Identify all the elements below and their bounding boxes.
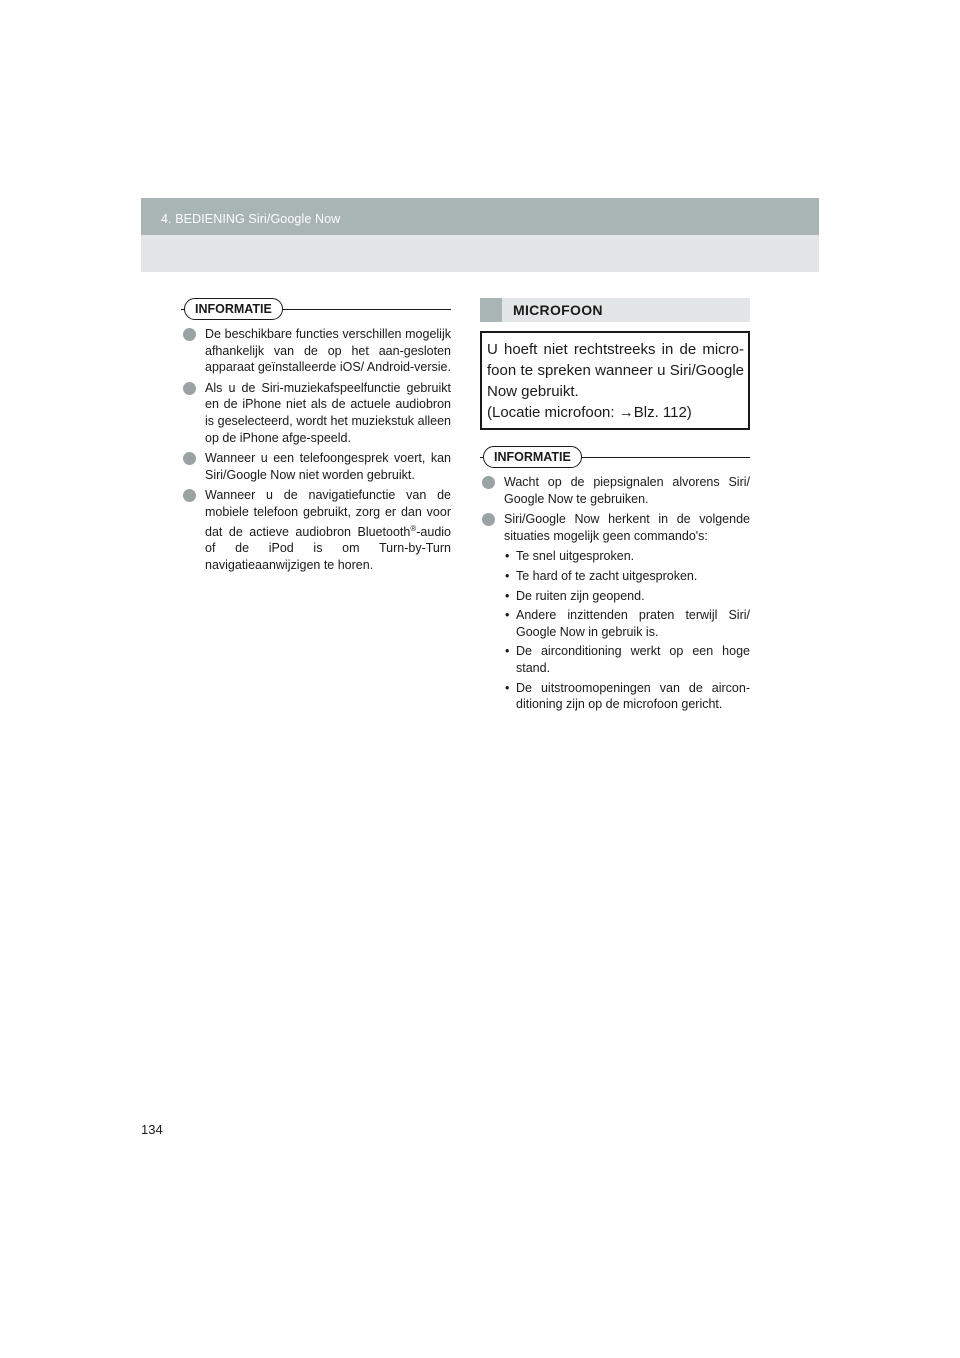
list-item xyxy=(181,450,451,483)
list-item xyxy=(480,474,750,507)
info-list xyxy=(480,474,750,713)
key-text-box xyxy=(480,331,750,430)
list-item xyxy=(181,326,451,376)
bullet-dot-icon xyxy=(183,382,196,395)
bullet-text-pre: Wanneer u de navigatiefunctie van de mobiele telefoon gebruikt, zorg er dan voor dat de actieve audiobron Bluetooth xyxy=(205,488,451,539)
sub-item xyxy=(504,548,750,565)
list-item xyxy=(181,487,451,573)
sub-item-text: Te hard of te zacht uitgesproken. xyxy=(516,568,698,583)
sub-item xyxy=(504,588,750,605)
header-band xyxy=(141,198,819,272)
sub-item-text: Andere inzittenden praten terwijl Siri/ Google Now in gebruik is. xyxy=(516,608,750,639)
sub-list xyxy=(504,548,750,712)
sub-item-text: De ruiten zijn geopend. xyxy=(516,588,645,603)
left-column xyxy=(181,298,451,577)
sub-bullet: • xyxy=(505,588,510,603)
bullet-dot-icon xyxy=(183,489,196,502)
bullet-dot-icon xyxy=(183,452,196,465)
section-marker xyxy=(480,298,502,322)
list-item xyxy=(480,511,750,713)
bullet-text-post: -audio of de iPod is om Turn-by-Turn navigatieaanwijzigen te horen. xyxy=(205,524,451,572)
bullet-dot-icon xyxy=(482,476,495,489)
sub-bullet: • xyxy=(505,608,510,623)
box-text: U hoeft niet rechtstreeks in de micro-foon te spreken wanneer u Siri/Google Now gebruikt. xyxy=(487,341,744,400)
sub-item xyxy=(504,607,750,640)
sub-bullet: • xyxy=(505,549,510,564)
info-label: INFORMATIE xyxy=(184,298,283,320)
bullet-text: Wacht op de piepsignalen alvorens Siri/ Google Now te gebruiken. xyxy=(504,475,750,506)
bullet-dot-icon xyxy=(482,513,495,526)
bullet-text: Als u de Siri-muziekafspeelfunctie gebruikt en de iPhone niet als de actuele audiobron is geselecteerd, wordt het muziekstuk alleen op de iPhone afge-speeld. xyxy=(205,380,451,445)
sub-item-text: De uitstroomopeningen van de aircon-ditioning zijn op de microfoon gericht. xyxy=(516,680,750,712)
list-item xyxy=(181,380,451,446)
bullet-text: De beschikbare functies verschillen mogelijk afhankelijk van de op het aan-gesloten apparaat geïnstalleerde iOS/ Android-versie. xyxy=(205,327,451,375)
info-header xyxy=(181,298,451,320)
right-column xyxy=(480,298,750,717)
section-title: MICROFOON xyxy=(513,302,603,318)
info-header xyxy=(480,446,750,468)
sub-item-text: Te snel uitgesproken. xyxy=(516,549,635,564)
sub-bullet: • xyxy=(505,568,510,583)
bullet-text: Wanneer u een telefoongesprek voert, kan Siri/Google Now niet worden gebruikt. xyxy=(205,451,451,482)
sub-item xyxy=(504,680,750,713)
header-title: 4. BEDIENING Siri/Google Now xyxy=(161,212,341,226)
registered-mark: ® xyxy=(410,523,417,533)
sub-item xyxy=(504,568,750,585)
box-reference: (Locatie microfoon: →Blz. 112) xyxy=(487,404,692,421)
page-number: 134 xyxy=(141,1122,163,1137)
sub-bullet: • xyxy=(505,644,510,659)
info-list xyxy=(181,326,451,573)
sub-item-text: De airconditioning werkt op een hoge stand. xyxy=(516,644,750,675)
section-header xyxy=(480,298,750,322)
sub-bullet: • xyxy=(505,680,510,695)
header-bar xyxy=(141,198,819,235)
bullet-dot-icon xyxy=(183,328,196,341)
info-label: INFORMATIE xyxy=(483,446,582,468)
sub-item xyxy=(504,643,750,676)
bullet-text: Siri/Google Now herkent in de volgende situaties mogelijk geen commando's: xyxy=(504,512,750,543)
